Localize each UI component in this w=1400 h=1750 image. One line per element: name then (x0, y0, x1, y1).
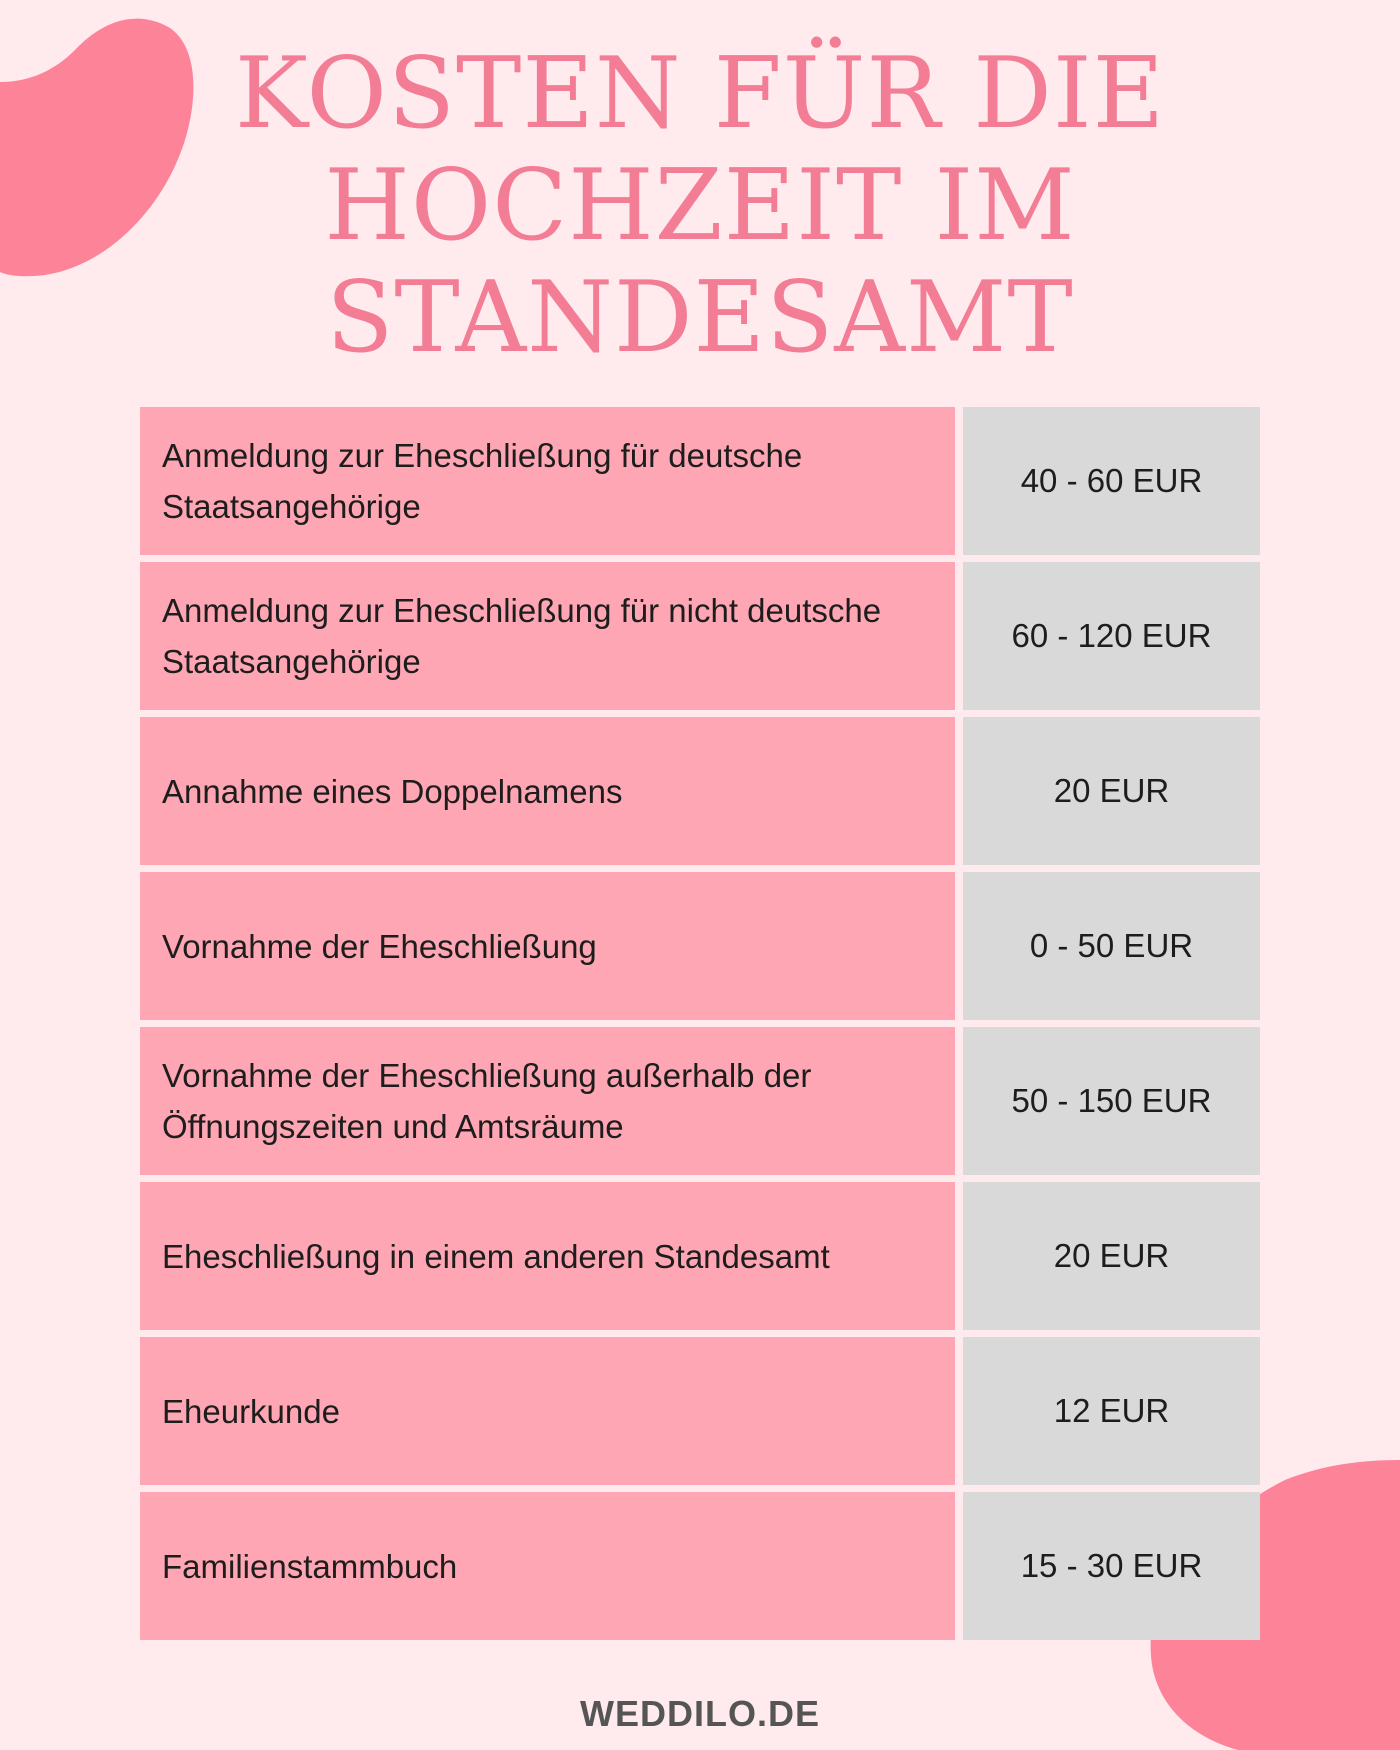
row-label: Anmeldung zur Eheschließung für nicht deutsche Staatsangehörige (140, 562, 955, 710)
row-label: Vornahme der Eheschließung außerhalb der Öffnungszeiten und Amtsräume (140, 1027, 955, 1175)
row-label: Eheurkunde (140, 1337, 955, 1485)
table-row (140, 1337, 1260, 1485)
page-title (0, 38, 1400, 374)
row-label: Annahme eines Doppelnamens (140, 717, 955, 865)
table-row (140, 1027, 1260, 1175)
site-url: WEDDILO.DE (580, 1693, 820, 1734)
table-row (140, 872, 1260, 1020)
cost-table (140, 407, 1260, 1640)
row-label: Vornahme der Eheschließung (140, 872, 955, 1020)
row-price: 60 - 120 EUR (963, 562, 1260, 710)
row-price: 15 - 30 EUR (963, 1492, 1260, 1640)
row-price: 20 EUR (963, 717, 1260, 865)
table-row (140, 562, 1260, 710)
row-label: Familienstammbuch (140, 1492, 955, 1640)
row-price: 40 - 60 EUR (963, 407, 1260, 555)
row-label: Eheschließung in einem anderen Standesamt (140, 1182, 955, 1330)
table-row (140, 1492, 1260, 1640)
row-price: 50 - 150 EUR (963, 1027, 1260, 1175)
table-row (140, 717, 1260, 865)
title-line-2: HOCHZEIT IM (324, 149, 1076, 263)
title-line-3: STANDESAMT (326, 261, 1074, 375)
row-price: 0 - 50 EUR (963, 872, 1260, 1020)
row-price: 12 EUR (963, 1337, 1260, 1485)
table-row (140, 407, 1260, 555)
row-price: 20 EUR (963, 1182, 1260, 1330)
row-label: Anmeldung zur Eheschließung für deutsche Staatsangehörige (140, 407, 955, 555)
title-line-1: KOSTEN FÜR DIE (234, 37, 1166, 151)
table-row (140, 1182, 1260, 1330)
